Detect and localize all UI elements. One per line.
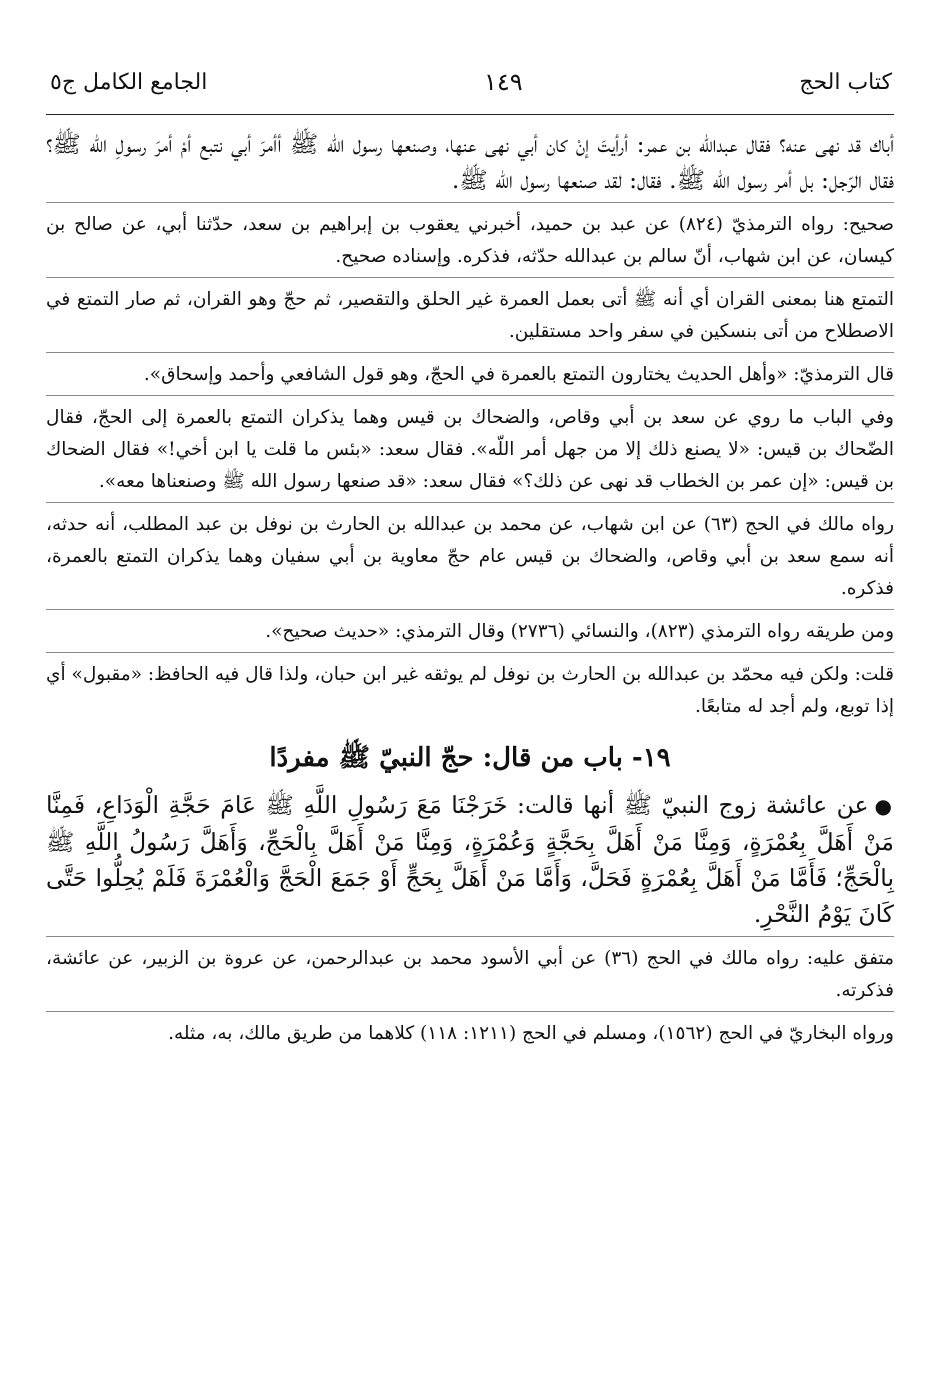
divider: [46, 202, 894, 203]
takhrij-paragraph: متفق عليه: رواه مالك في الحج (٣٦) عن أبي الأسود محمد بن عبدالرحمن، عن عروة بن الزبير، عن عائشة، فذكرته.: [46, 948, 894, 1001]
takhrij-paragraph: ورواه البخاريّ في الحج (١٥٦٢)، ومسلم في الحج (١٢١١: ١١٨) كلاهما من طريق مالك، به، مثله.: [168, 1023, 894, 1044]
divider: [46, 936, 894, 937]
divider: [46, 277, 894, 278]
header-rule: [46, 114, 894, 115]
divider: [46, 1011, 894, 1012]
divider: [46, 395, 894, 396]
hadith-text: عن عائشة زوج النبيّ ﷺ أنها قالت: خَرَجْنَا مَعَ رَسُولِ اللَّهِ ﷺ عَامَ حَجَّةِ الْوَدَاعِ، فَمِنَّا مَنْ أَهَلَّ بِعُمْرَةٍ، وَمِنَّا مَنْ أَهَلَّ بِحَجَّةٍ وَعُمْرَةٍ، وَمِنَّا مَنْ أَهَلَّ بِالْحَجِّ، وَأَهَلَّ رَسُولُ اللَّهِ ﷺ بِالْحَجِّ؛ فَأَمَّا مَنْ أَهَلَّ بِعُمْرَةٍ فَحَلَّ، وَأَمَّا مَنْ أَهَلَّ بِحَجٍّ أَوْ جَمَعَ الْحَجَّ وَالْعُمْرَةَ فَلَمْ يُحِلُّوا حَتَّى كَانَ يَوْمُ النَّحْرِ.: [46, 791, 894, 928]
takhrij-paragraph: صحيح: رواه الترمذيّ (٨٢٤) عن عبد بن حميد، أخبرني يعقوب بن إبراهيم بن سعد، حدّثنا أبي، عن صالح بن كيسان، عن ابن شهاب، أنّ سالم بن عبدالله حدّثه، فذكره. وإسناده صحيح.: [46, 214, 894, 267]
page-header: [50, 58, 892, 106]
book-title: الجامع الكامل ج٥: [50, 69, 208, 95]
commentary-paragraph: وفي الباب ما روي عن سعد بن أبي وقاص، والضحاك بن قيس وهما يذكران التمتع بالعمرة إلى الحجّ، فقال الضّحاك بن قيس: «لا يصنع ذلك إلا من جهل أمر اللّه». فقال سعد: «بئس ما قلت يا ابن أخي!» فقال الضحاك بن قيس: «إن عمر بن الخطاب قد نهى عن ذلك؟» فقال سعد: «قد صنعها رسول الله ﷺ وصنعناها معه».: [46, 407, 894, 492]
page-content: [46, 126, 894, 1050]
chapter-title: كتاب الحج: [799, 69, 892, 95]
commentary-paragraph: التمتع هنا بمعنى القران أي أنه ﷺ أتى بعمل العمرة غير الحلق والتقصير، ثم حجّ وهو القران، ثم صار التمتع في الاصطلاح من أتى بنسكين في سفر واحد مستقلين.: [46, 289, 894, 342]
commentary-paragraph: قال الترمذيّ: «وأهل الحديث يختارون التمتع بالعمرة في الحجّ، وهو قول الشافعي وأحمد وإسحاق».: [143, 364, 894, 385]
page-number: ١٤٩: [483, 68, 523, 96]
main-text-paragraph: أباك قد نهى عنه؟ فقال عبدالله بن عمر: أرأيتَ إنْ كان أبي نهى عنها، وصنعها رسول الله ﷺ أأمرَ أبي نتبع أمْ أمرَ رسولِ الله ﷺ؟ فقال الرّجل: بل أمر رسول الله ﷺ. فقال: لقد صنعها رسول الله ﷺ.: [46, 130, 894, 194]
takhrij-paragraph: ومن طريقه رواه الترمذي (٨٢٣)، والنسائي (٢٧٣٦) وقال الترمذي: «حديث صحيح».: [265, 621, 894, 642]
hadith-paragraph: [46, 787, 894, 932]
commentary-paragraph: قلت: ولكن فيه محمّد بن عبدالله بن الحارث بن نوفل لم يوثقه غير ابن حبان، ولذا قال فيه الحافظ: «مقبول» أي إذا توبع، ولم أجد له متابعًا.: [46, 664, 894, 717]
divider: [46, 502, 894, 503]
section-heading: ١٩- باب من قال: حجّ النبيّ ﷺ مفردًا: [269, 743, 671, 773]
divider: [46, 652, 894, 653]
divider: [46, 609, 894, 610]
bullet-icon: ●: [874, 794, 894, 818]
takhrij-paragraph: رواه مالك في الحج (٦٣) عن ابن شهاب، عن محمد بن عبدالله بن الحارث بن نوفل بن عبد المطلب، أنه حدثه، أنه سمع سعد بن أبي وقاص، والضحاك بن قيس عام حجّ معاوية بن أبي سفيان وهما يذكران التمتع بالعمرة، فذكره.: [46, 514, 894, 599]
divider: [46, 352, 894, 353]
